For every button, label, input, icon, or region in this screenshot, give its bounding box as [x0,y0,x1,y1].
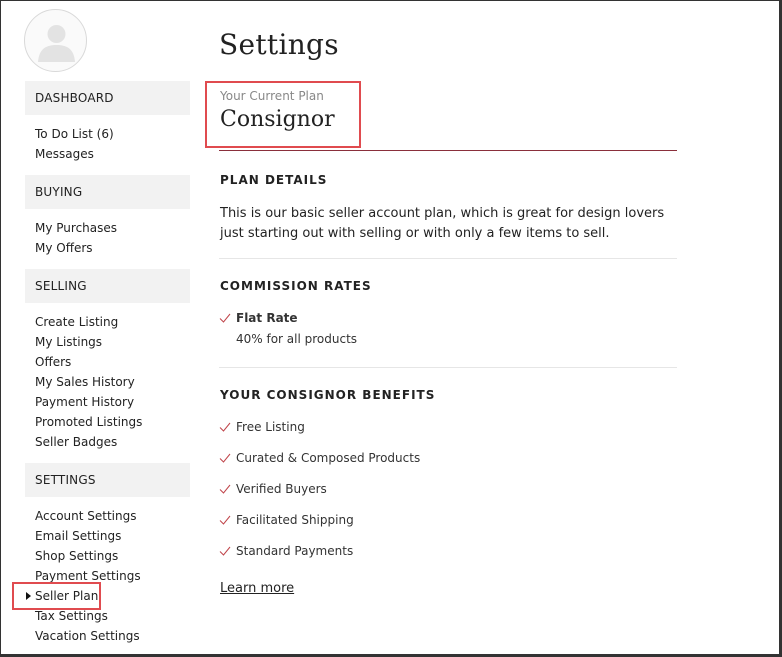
sidebar-item-to-do-list[interactable]: To Do List (6) [35,127,114,141]
checkmark-icon [219,545,231,557]
sidebar-item-email-settings[interactable]: Email Settings [35,529,122,543]
checkmark-icon [219,452,231,464]
benefit-item: Curated & Composed Products [236,451,421,465]
checkmark-icon [219,514,231,526]
page-title: Settings [219,28,339,61]
commission-rates-heading: COMMISSION RATES [220,279,372,293]
caret-right-icon [26,592,31,600]
sidebar-item-offers[interactable]: Offers [35,355,72,369]
commission-rate-title: Flat Rate [236,311,298,325]
benefits-heading: YOUR CONSIGNOR BENEFITS [220,388,436,402]
sidebar-item-seller-plan[interactable]: Seller Plan [35,589,99,603]
current-plan-label: Your Current Plan [220,89,324,103]
section-divider [219,367,677,368]
benefit-item: Free Listing [236,420,305,434]
benefit-item: Verified Buyers [236,482,327,496]
checkmark-icon [219,312,231,324]
current-plan-name: Consignor [220,107,335,132]
checkmark-icon [219,421,231,433]
sidebar-heading-settings: SETTINGS [25,463,190,497]
sidebar-item-messages[interactable]: Messages [35,147,94,161]
user-silhouette-icon [25,10,87,72]
sidebar-item-payment-history[interactable]: Payment History [35,395,135,409]
sidebar-item-vacation-settings[interactable]: Vacation Settings [35,629,140,643]
sidebar-item-shop-settings[interactable]: Shop Settings [35,549,119,563]
plan-divider [219,150,677,151]
sidebar-heading-selling: SELLING [25,269,190,303]
learn-more-link[interactable]: Learn more [220,581,295,596]
sidebar-item-payment-settings[interactable]: Payment Settings [35,569,141,583]
plan-details-heading: PLAN DETAILS [220,173,328,187]
sidebar-item-promoted-listings[interactable]: Promoted Listings [35,415,143,429]
benefit-item: Standard Payments [236,544,354,558]
checkmark-icon [219,483,231,495]
sidebar-item-my-offers[interactable]: My Offers [35,241,93,255]
sidebar-item-my-sales-history[interactable]: My Sales History [35,375,135,389]
sidebar-item-seller-badges[interactable]: Seller Badges [35,435,118,449]
section-divider [219,258,677,259]
avatar[interactable] [24,9,87,72]
sidebar-heading-buying: BUYING [25,175,190,209]
plan-details-text: This is our basic seller account plan, which is great for design lovers just starting out with selling or with only a few items to sell. [220,206,665,241]
sidebar-item-account-settings[interactable]: Account Settings [35,509,137,523]
sidebar-item-tax-settings[interactable]: Tax Settings [35,609,108,623]
sidebar-item-my-listings[interactable]: My Listings [35,335,103,349]
benefit-item: Facilitated Shipping [236,513,354,527]
sidebar-item-my-purchases[interactable]: My Purchases [35,221,118,235]
sidebar-heading-dashboard: DASHBOARD [25,81,190,115]
sidebar-item-create-listing[interactable]: Create Listing [35,315,119,329]
commission-rate-value: 40% for all products [236,332,358,346]
